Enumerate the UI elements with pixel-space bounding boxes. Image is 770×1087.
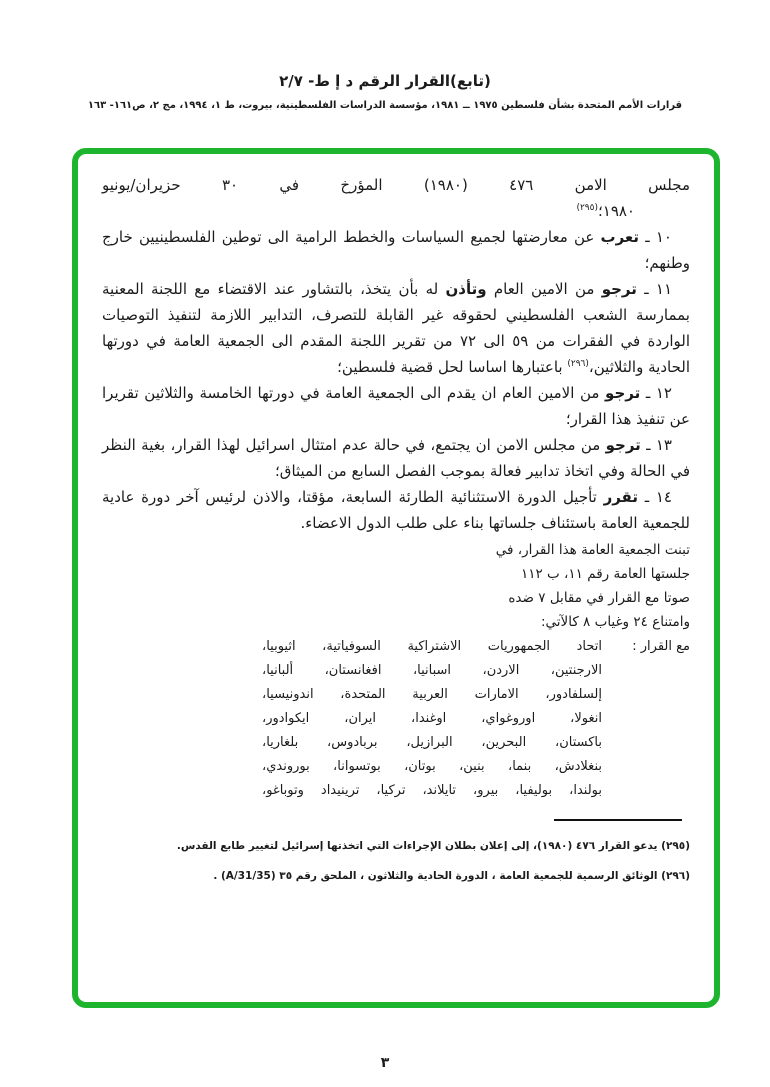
- vote-in-favour-label: مع القرار :: [632, 639, 690, 654]
- adoption-line: صوتا مع القرار في مقابل ٧ ضده: [508, 590, 690, 606]
- para-verb: ترجو: [605, 384, 641, 402]
- para-verb: ترجو: [601, 280, 637, 298]
- para-number: ١١ ـ: [636, 280, 673, 298]
- adoption-line: جلستها العامة رقم ١١، ب ١١٢: [521, 566, 690, 582]
- para-text: من الامين العام ان يقدم الى الجمعية العامة في دورتها الخامسة والثلاثين تقريرا عن تنفيذ هذا القرار؛: [102, 384, 690, 428]
- para-number: ١٠ ـ: [639, 228, 672, 246]
- country-line: انغولا، اوروغواي، اوغندا، ايران، ايكوادور،: [262, 711, 602, 726]
- para-text: تأجيل الدورة الاستثنائية الطارئة السابعة، مؤقتا، والاذن لرئيس آخر دورة عادية للجمعية العامة باستئناف جلساتها بناء على طلب الدول الاعضاء.: [102, 488, 690, 532]
- page-header: [0, 0, 770, 111]
- country-line: إلسلفادور، الامارات العربية المتحدة، اندونيسيا،: [262, 687, 602, 702]
- para-text: باعتبارها اساسا لحل قضية فلسطين؛: [337, 358, 568, 376]
- para-text: عن معارضتها لجميع السياسات والخطط الرامية الى توطين الفلسطينيين خارج وطنهم؛: [102, 228, 690, 272]
- page-number: ٣: [380, 1055, 390, 1071]
- para-number: ١٤ ـ: [638, 488, 672, 506]
- paragraph-10: [102, 224, 690, 276]
- country-line: الارجنتين، الاردن، اسبانيا، افغانستان، ألبانيا،: [262, 663, 602, 678]
- para-text: من مجلس الامن ان يجتمع، في حالة عدم امتثال اسرائيل لهذا القرار، بغية النظر في الحالة وفي اتخاذ تدابير فعالة بموجب الفصل السابع من الميثاق؛: [102, 436, 690, 480]
- resolution-body: [78, 154, 714, 891]
- intro-line-2: [102, 198, 690, 224]
- citation-line: قرارات الأمم المتحدة بشأن فلسطين ١٩٧٥ ــ ١٩٨١، مؤسسة الدراسات الفلسطينية، بيروت، ط ١، ١٩٩٤، مج ٢، ص١٦١- ١٦٣: [87, 100, 683, 111]
- country-line: بولندا، بوليفيا، بيرو، تايلاند، تركيا، ترينيداد وتوباغو،: [262, 783, 602, 798]
- para-text: له بأن يتخذ، بالتشاور عند الاقتضاء مع اللجنة المعنية بممارسة الشعب الفلسطيني لحقوقه غير القابلة للتصرف، التدابير اللازمة لتنفيذ التوصيات الواردة في الفقرات من ٥٩ الى ٧٢ من تقرير اللجنة المقدم الى الجمعية العامة في دورتها الحادية والثلاثين،: [102, 280, 690, 376]
- country-line: بنغلادش، بنما، بنين، بوتان، بوتسوانا، بوروندي،: [262, 759, 602, 774]
- footnote-296: (٢٩٦) الوثائق الرسمية للجمعية العامة ، الدورة الحادية والثلاثون ، الملحق رقم ٣٥ (A/31/35) .: [213, 870, 690, 882]
- footnote-ref-295: (٢٩٥): [576, 203, 598, 213]
- country-line: باكستان، البحرين، البرازيل، بربادوس، بلغاريا،: [262, 735, 602, 750]
- footnote-separator: [554, 819, 682, 821]
- para-text: من الامين العام: [486, 280, 602, 298]
- paragraph-14: [102, 484, 690, 536]
- vote-country-list: [262, 635, 602, 803]
- paragraph-13: [102, 432, 690, 484]
- paragraph-12: [102, 380, 690, 432]
- resolution-title: (تابع)القرار الرقم د إ ط- ٢/٧: [279, 72, 491, 90]
- intro-year: ١٩٨٠؛: [597, 202, 635, 220]
- adoption-line: وامتناع ٢٤ وغياب ٨ كالآتي:: [540, 614, 690, 630]
- para-verb: تعرب: [600, 228, 640, 246]
- para-number: ١٣ ـ: [640, 436, 672, 454]
- footnotes-section: [102, 819, 690, 891]
- paragraph-11: [102, 276, 690, 380]
- vote-record: [102, 635, 690, 803]
- para-verb-2: وتأذن: [445, 280, 487, 298]
- para-verb: ترجو: [605, 436, 641, 454]
- intro-line-1: مجلس الامن ٤٧٦ (١٩٨٠) المؤرخ في ٣٠ حزيران/يونيو: [102, 176, 690, 194]
- country-line: اتحاد الجمهوريات الاشتراكية السوفياتية، اثيوبيا،: [262, 639, 602, 654]
- adoption-note: [102, 538, 690, 634]
- adoption-line: تبنت الجمعية العامة هذا القرار، في: [495, 542, 690, 558]
- para-number: ١٢ ـ: [640, 384, 672, 402]
- footnote-ref-296: (٢٩٦): [567, 359, 589, 369]
- highlight-border: [72, 148, 720, 1008]
- footnote-295: (٢٩٥) يدعو القرار ٤٧٦ (١٩٨٠)، إلى إعلان بطلان الإجراءات التي اتخذتها إسرائيل لتغيير طابع القدس.: [176, 840, 690, 852]
- para-verb: تقرر: [603, 488, 638, 506]
